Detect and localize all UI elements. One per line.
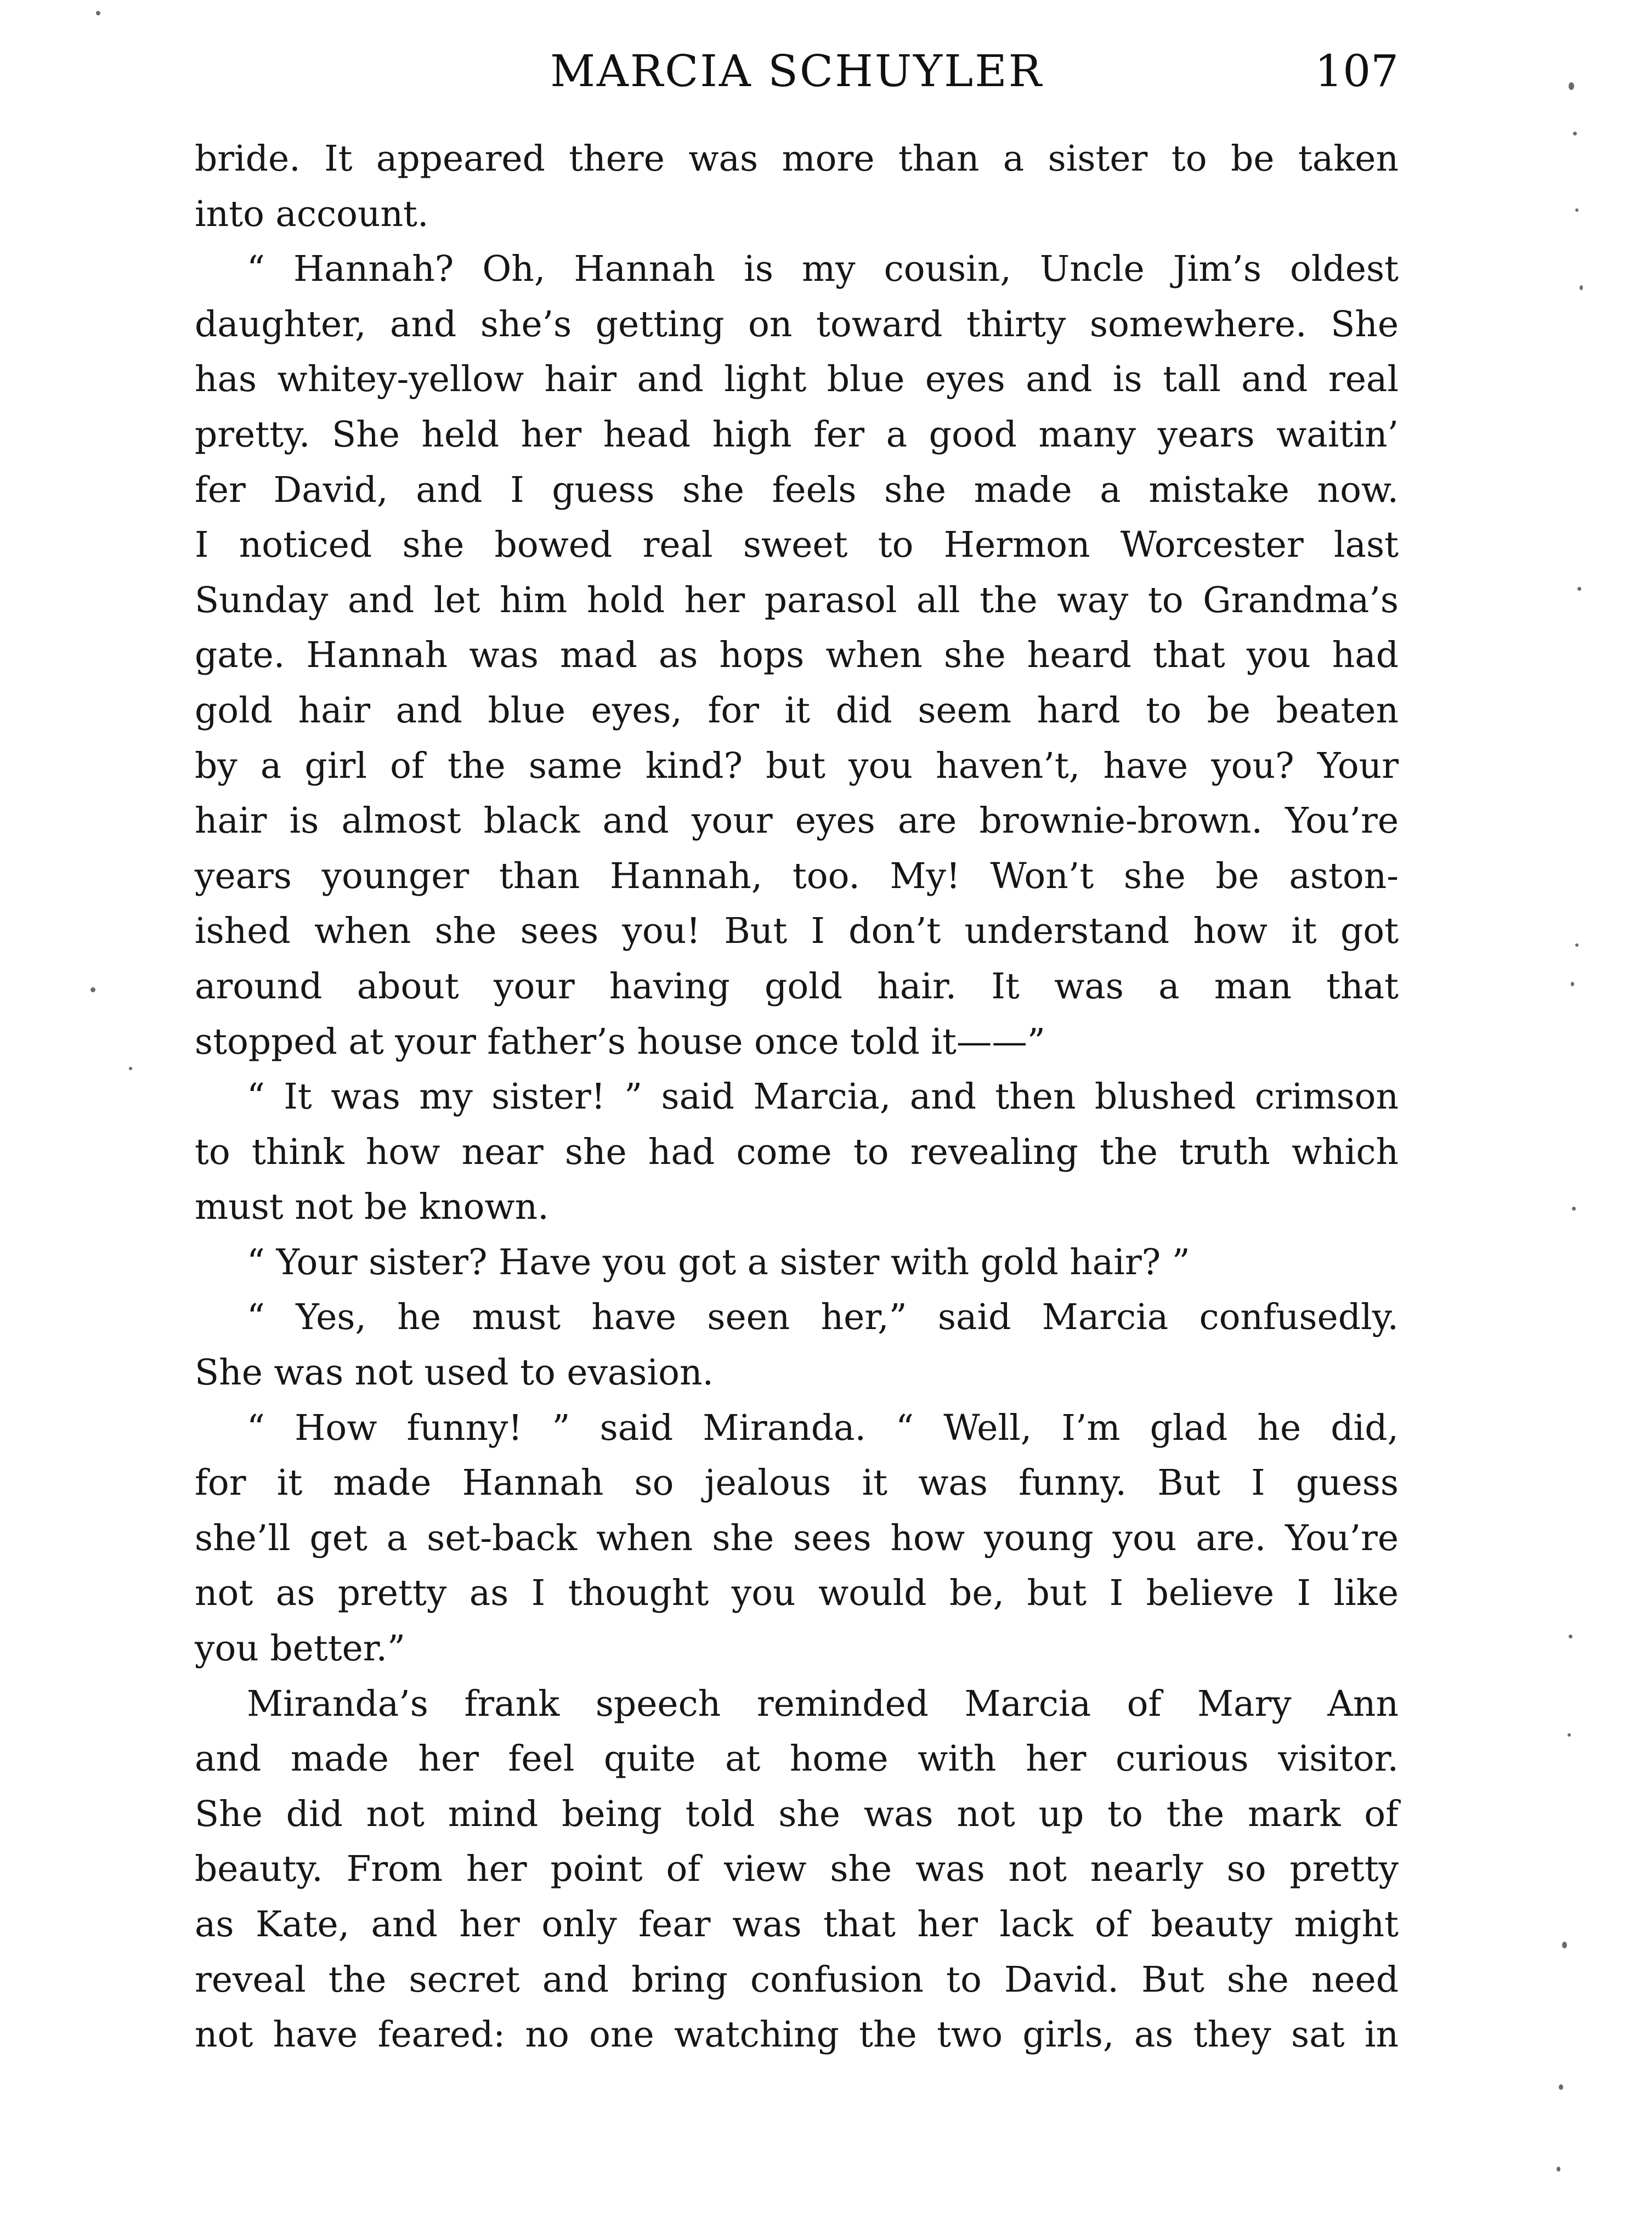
text-line: you better.” xyxy=(195,1628,406,1670)
text-line: “ Hannah? Oh, Hannah is my cousin, Uncle Jim’s oldest xyxy=(247,248,1399,290)
text-line: fer David, and I guess she feels she made a mistake now. xyxy=(195,469,1399,511)
paragraph xyxy=(195,1401,1399,1677)
scan-speck xyxy=(1569,1635,1572,1638)
text-line: stopped at your father’s house once told it——” xyxy=(195,1021,1045,1062)
text-line: gate. Hannah was mad as hops when she heard that you had xyxy=(195,635,1399,676)
paragraph xyxy=(195,1290,1399,1400)
text-line: Sunday and let him hold her parasol all the way to Grandma’s xyxy=(195,579,1399,621)
text-line: beauty. From her point of view she was not nearly so pretty xyxy=(195,1848,1399,1890)
scan-speck xyxy=(1572,1207,1576,1211)
scan-speck xyxy=(129,1067,132,1070)
text-line: gold hair and blue eyes, for it did seem hard to be beaten xyxy=(195,689,1399,731)
paragraph xyxy=(195,242,1399,1070)
text-line: not as pretty as I thought you would be, but I believe I like xyxy=(195,1573,1399,1614)
text-line: pretty. She held her head high fer a good many years waitin’ xyxy=(195,414,1399,455)
text-line: bride. It appeared there was more than a sister to be taken xyxy=(195,138,1399,179)
scan-speck xyxy=(1568,1733,1571,1737)
scan-speck xyxy=(1575,208,1579,212)
text-line: daughter, and she’s getting on toward thirty somewhere. She xyxy=(195,303,1399,345)
scan-speck xyxy=(1575,943,1579,947)
scan-speck xyxy=(1571,982,1574,986)
text-line: “ Your sister? Have you got a sister with gold hair? ” xyxy=(247,1241,1190,1283)
scan-speck xyxy=(1557,2167,1560,2172)
page-number: 107 xyxy=(1315,46,1399,97)
running-head: MARCIA SCHUYLER xyxy=(550,46,1043,97)
text-line: by a girl of the same kind? but you haven’t, have you? Your xyxy=(195,745,1399,787)
scan-speck xyxy=(1573,132,1577,135)
text-line: “ How funny! ” said Miranda. “ Well, I’m glad he did, xyxy=(247,1407,1399,1449)
text-line: must not be known. xyxy=(195,1186,549,1228)
scan-speck xyxy=(1569,82,1574,90)
text-line: ished when she sees you! But I don’t understand how it got xyxy=(195,911,1399,952)
text-line: has whitey-yellow hair and light blue eyes and is tall and real xyxy=(195,359,1399,400)
scan-speck xyxy=(1562,1942,1567,1948)
text-line: she’ll get a set-back when she sees how young you are. You’re xyxy=(195,1517,1399,1559)
scan-speck xyxy=(1577,587,1581,591)
scan-speck xyxy=(1559,2084,1563,2090)
text-line: She was not used to evasion. xyxy=(195,1352,714,1394)
paragraph xyxy=(195,1677,1399,2063)
scan-speck xyxy=(90,987,95,992)
page-header xyxy=(195,33,1399,110)
scan-speck xyxy=(96,11,100,15)
scan-speck xyxy=(1580,285,1583,290)
paragraph xyxy=(195,1235,1399,1291)
text-line: “ Yes, he must have seen her,” said Marcia confusedly. xyxy=(247,1297,1399,1338)
paragraph xyxy=(195,1070,1399,1235)
text-line: I noticed she bowed real sweet to Hermon Worcester last xyxy=(195,524,1399,566)
text-line: into account. xyxy=(195,193,429,235)
text-line: as Kate, and her only fear was that her lack of beauty might xyxy=(195,1904,1399,1945)
text-line: Miranda’s frank speech reminded Marcia of Mary Ann xyxy=(247,1683,1399,1725)
text-line: “ It was my sister! ” said Marcia, and then blushed crimson xyxy=(247,1076,1399,1118)
paragraph xyxy=(195,132,1399,242)
text-line: around about your having gold hair. It was a man that xyxy=(195,965,1399,1007)
text-line: to think how near she had come to revealing the truth which xyxy=(195,1131,1399,1173)
text-line: and made her feel quite at home with her curious visitor. xyxy=(195,1738,1399,1780)
text-line: years younger than Hannah, too. My! Won’t she be aston- xyxy=(195,855,1399,897)
text-line: She did not mind being told she was not up to the mark of xyxy=(195,1793,1399,1835)
text-line: reveal the secret and bring confusion to David. But she need xyxy=(195,1959,1399,2000)
text-line: not have feared: no one watching the two girls, as they sat in xyxy=(195,2014,1399,2056)
text-line: hair is almost black and your eyes are brownie-brown. You’re xyxy=(195,800,1399,842)
body-text xyxy=(195,132,1399,2063)
text-line: for it made Hannah so jealous it was funny. But I guess xyxy=(195,1462,1399,1504)
